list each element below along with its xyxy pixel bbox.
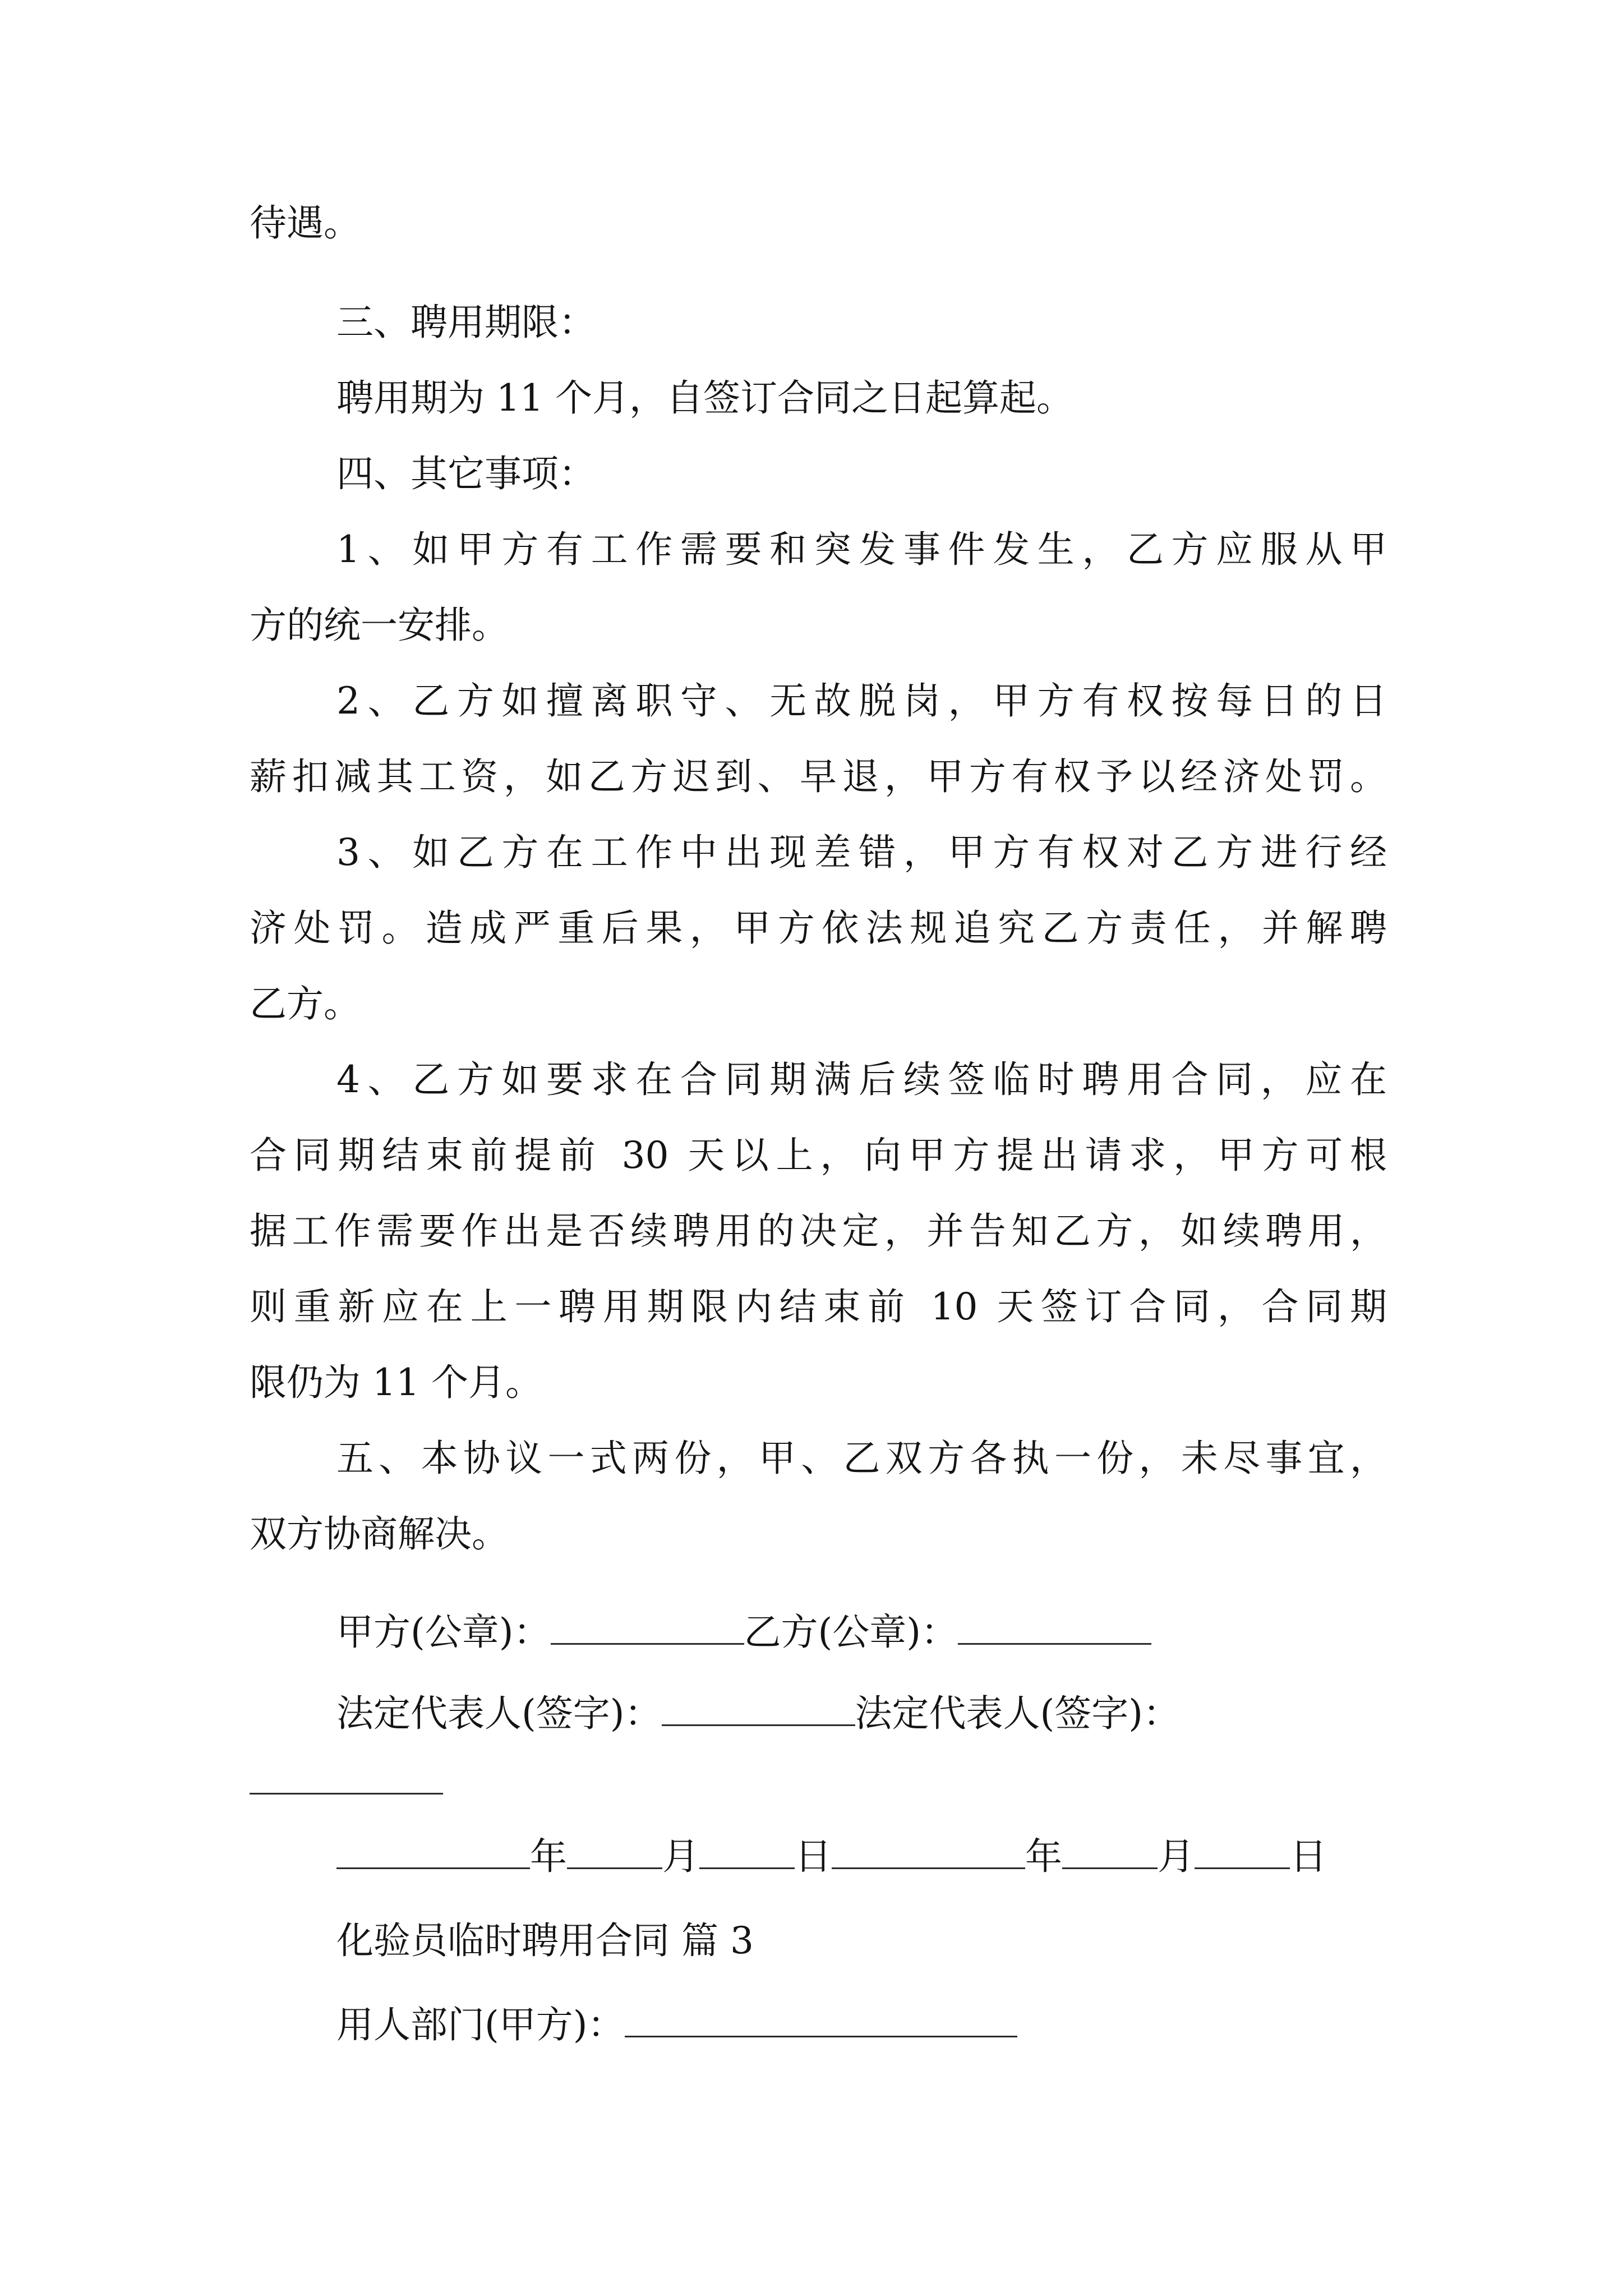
paragraph-line: 合同期结束前提前 30 天以上，向甲方提出请求，甲方可根: [250, 1134, 1387, 1177]
year-blank-a[interactable]: [336, 1836, 530, 1869]
paragraph-line: 1、如甲方有工作需要和突发事件发生，乙方应服从甲: [336, 528, 1387, 571]
paragraph-line: 聘用期为 11 个月，自签订合同之日起算起。: [336, 376, 1073, 420]
year-label: 年: [1025, 1835, 1062, 1878]
year-blank-b[interactable]: [832, 1836, 1025, 1869]
party-b-seal-blank[interactable]: [958, 1612, 1151, 1645]
paragraph-line: 2、乙方如擅离职守、无故脱岗，甲方有权按每日的日: [336, 679, 1387, 723]
paragraph-line: 五、本协议一式两份，甲、乙双方各执一份，未尽事宜，: [336, 1437, 1387, 1480]
paragraph-line: 双方协商解决。: [250, 1512, 509, 1556]
legal-rep-signature-row: [336, 1688, 1180, 1739]
legal-rep-b-blank[interactable]: [250, 1793, 443, 1795]
paragraph-line: 据工作需要作出是否续聘用的决定，并告知乙方，如续聘用，: [250, 1209, 1387, 1253]
paragraph-line: 待遇。: [250, 201, 361, 245]
month-label: 月: [1158, 1835, 1195, 1878]
day-blank-b[interactable]: [1195, 1836, 1290, 1869]
day-blank-a[interactable]: [699, 1836, 795, 1869]
month-label: 月: [662, 1835, 699, 1878]
legal-rep-a-label: 法定代表人(签字)：: [336, 1692, 662, 1735]
legal-rep-a-blank[interactable]: [662, 1693, 855, 1726]
paragraph-line: 乙方。: [250, 982, 361, 1025]
employer-label: 用人部门(甲方)：: [336, 2003, 625, 2046]
party-a-seal-label: 甲方(公章)：: [336, 1611, 551, 1654]
month-blank-b[interactable]: [1062, 1836, 1158, 1869]
day-label: 日: [1290, 1835, 1327, 1878]
section-heading-other: 四、其它事项：: [336, 452, 596, 495]
section-heading-term: 三、聘用期限：: [336, 301, 596, 344]
employer-row: [336, 2000, 1017, 2050]
employer-blank[interactable]: [625, 2004, 1017, 2037]
seal-signature-row: [336, 1607, 1151, 1658]
legal-rep-b-label: 法定代表人(签字)：: [855, 1692, 1180, 1735]
date-row: [336, 1832, 1327, 1882]
paragraph-line: 方的统一安排。: [250, 604, 509, 647]
paragraph-line: 薪扣减其工资，如乙方迟到、早退，甲方有权予以经济处罚。: [250, 755, 1387, 798]
party-b-seal-label: 乙方(公章)：: [744, 1611, 958, 1654]
paragraph-line: 济处罚。造成严重后果，甲方依法规追究乙方责任，并解聘: [250, 907, 1387, 950]
day-label: 日: [795, 1835, 832, 1878]
paragraph-line: 4、乙方如要求在合同期满后续签临时聘用合同，应在: [336, 1058, 1387, 1101]
paragraph-line: 限仍为 11 个月。: [250, 1361, 542, 1404]
party-a-seal-blank[interactable]: [551, 1612, 744, 1645]
section-heading-part3: 化验员临时聘用合同 篇 3: [336, 1919, 754, 1962]
year-label: 年: [530, 1835, 567, 1878]
month-blank-a[interactable]: [567, 1836, 662, 1869]
paragraph-line: 3、如乙方在工作中出现差错，甲方有权对乙方进行经: [336, 831, 1387, 874]
paragraph-line: 则重新应在上一聘用期限内结束前 10 天签订合同，合同期: [250, 1285, 1387, 1328]
